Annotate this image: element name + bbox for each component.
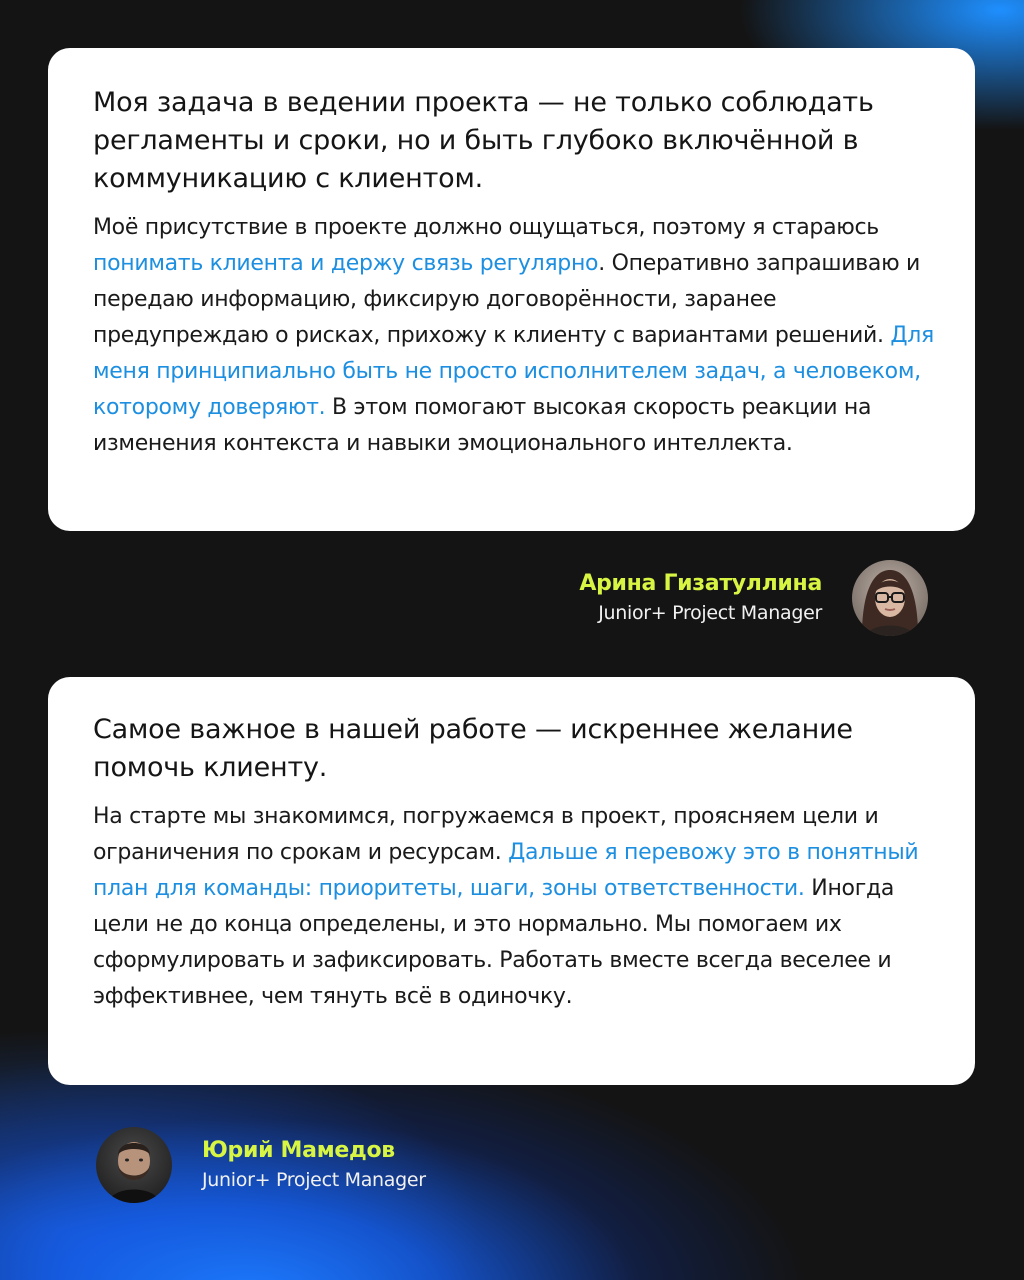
author-name: Арина Гизатуллина: [579, 571, 822, 596]
author-block-2: [96, 1127, 426, 1203]
author-info: [579, 569, 822, 627]
highlighted-text: понимать клиента и держу связь регулярно: [93, 251, 599, 276]
quote-text: В этом помогают высокая скорость реакции на изменения контекста и навыки эмоционального интеллекта.: [93, 395, 872, 456]
quote-text: Иногда цели не до конца определены, и это нормально. Мы помогаем их сформулировать и зафиксировать. Работать вместе всегда веселее и эффективнее, чем тянуть всё в одиночку.: [93, 876, 895, 1009]
quote-text: На старте мы знакомимся, погружаемся в проект, проясняем цели и ограничения по срокам и ресурсам.: [93, 804, 879, 865]
quote-body-1: [93, 210, 935, 462]
highlighted-text: Для меня принципиально быть не просто исполнителем задач, а человеком, которому доверяют.: [93, 323, 934, 420]
quote-title-2: Самое важное в нашей работе — искреннее желание помочь клиенту.: [93, 714, 853, 783]
quote-title-1: Моя задача в ведении проекта — не только соблюдать регламенты и сроки, но и быть глубоко включённой в коммуникацию с клиентом.: [93, 87, 874, 194]
bearded-man-avatar: [96, 1127, 172, 1203]
author-info: [202, 1136, 426, 1194]
quote-card-1: [48, 48, 975, 531]
author-role: Junior+ Project Manager: [202, 1169, 426, 1191]
quote-text: Моё присутствие в проекте должно ощущаться, поэтому я стараюсь: [93, 215, 879, 240]
author-block-1: [579, 560, 928, 636]
quote-text: . Оперативно запрашиваю и передаю информацию, фиксирую договорённости, заранее предупреждаю о рисках, прихожу к клиенту с вариантами решений.: [93, 251, 920, 348]
author-name: Юрий Мамедов: [202, 1138, 395, 1163]
quote-card-2: [48, 677, 975, 1085]
quote-body-2: [93, 799, 935, 1015]
author-role: Junior+ Project Manager: [598, 602, 822, 624]
woman-with-glasses-avatar: [852, 560, 928, 636]
highlighted-text: Дальше я перевожу это в понятный план для команды: приоритеты, шаги, зоны ответственности.: [93, 840, 919, 901]
